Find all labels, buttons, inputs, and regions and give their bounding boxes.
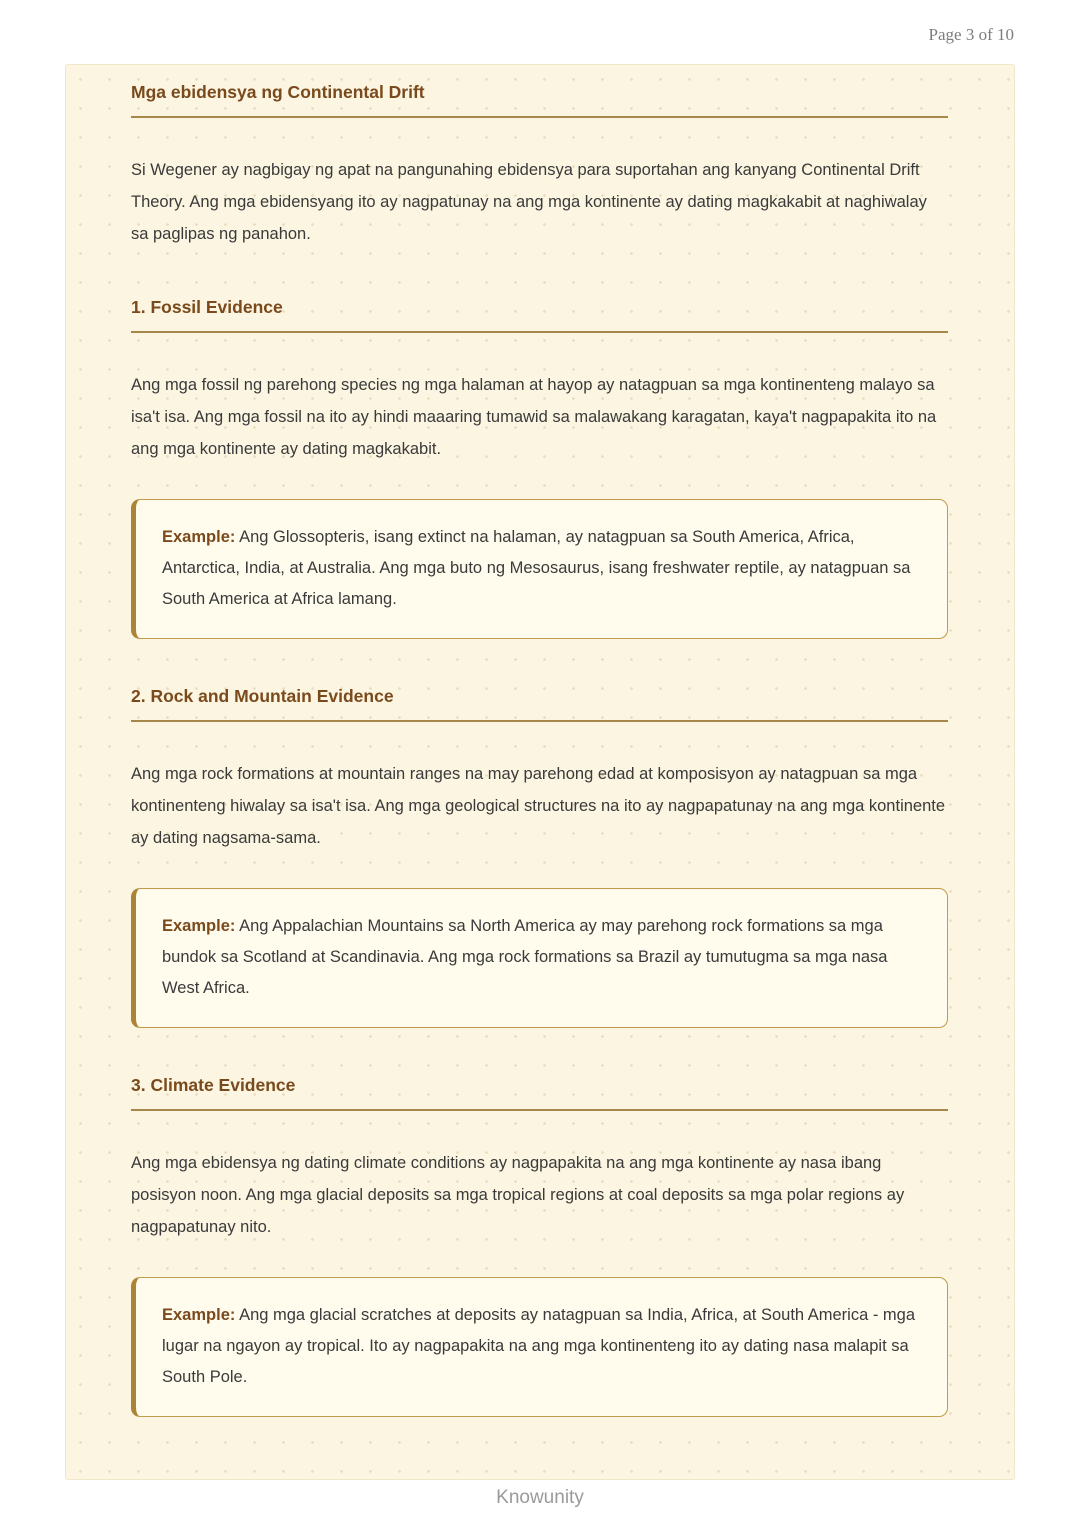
- section-fossil-evidence: [131, 296, 948, 639]
- section-heading: 1. Fossil Evidence: [131, 297, 283, 317]
- section-heading: 2. Rock and Mountain Evidence: [131, 686, 394, 706]
- example-label: Example:: [162, 528, 236, 546]
- example-label: Example:: [162, 1306, 236, 1324]
- example-text: Ang Glossopteris, isang extinct na halaman, ay natagpuan sa South America, Africa, Antarctica, India, at Australia. Ang mga buto ng Mesosaurus, isang freshwater reptile, ay natagpuan sa South America at Africa lamang.: [162, 528, 911, 608]
- section-climate-evidence: [131, 1074, 948, 1417]
- section-paragraph: Ang mga rock formations at mountain ranges na may parehong edad at komposisyon ay natagpuan sa mga kontinenteng hiwalay sa isa't isa. Ang mga geological structures na ito ay nagpapatunay na ang mga kontinente ay dating nagsama-sama.: [131, 765, 946, 847]
- intro-paragraph: Si Wegener ay nagbigay ng apat na pangunahing ebidensya para suportahan ang kanyang Continental Drift Theory. Ang mga ebidensyang ito ay nagpatunay na ang mga kontinente ay dating magkakabit at naghiwalay sa paglipas ng panahon.: [131, 161, 927, 243]
- example-text: Ang Appalachian Mountains sa North America ay may parehong rock formations sa mga bundok sa Scotland at Scandinavia. Ang mga rock formations sa Brazil ay tumutugma sa mga nasa West Africa.: [162, 917, 888, 997]
- document-card: [65, 64, 1015, 1480]
- section-rock-mountain-evidence: [131, 685, 948, 1028]
- document-title: Mga ebidensya ng Continental Drift: [131, 82, 425, 102]
- section-rule: [131, 720, 948, 722]
- footer-brand: Knowunity: [496, 1487, 584, 1508]
- example-text: Ang mga glacial scratches at deposits ay natagpuan sa India, Africa, at South America - mga lugar na ngayon ay tropical. Ito ay nagpapakita na ang mga kontinenteng ito ay dating nasa malapit sa South Pole.: [162, 1306, 916, 1386]
- example-box: [131, 1277, 948, 1417]
- page-indicator: Page 3 of 10: [928, 25, 1014, 44]
- section-paragraph: Ang mga fossil ng parehong species ng mga halaman at hayop ay natagpuan sa mga kontinenteng malayo sa isa't isa. Ang mga fossil na ito ay hindi maaaring tumawid sa malawakang karagatan, kaya't nagpapakita ito na ang mga kontinente ay dating magkakabit.: [131, 376, 937, 458]
- section-rule: [131, 331, 948, 333]
- example-box: [131, 888, 948, 1028]
- section-heading: 3. Climate Evidence: [131, 1075, 296, 1095]
- section-paragraph: Ang mga ebidensya ng dating climate conditions ay nagpapakita na ang mga kontinente ay nasa ibang posisyon noon. Ang mga glacial deposits sa mga tropical regions at coal deposits sa mga polar regions ay nagpapatunay nito.: [131, 1154, 905, 1236]
- section-rule: [131, 1109, 948, 1111]
- example-box: [131, 499, 948, 639]
- title-rule: [131, 116, 948, 118]
- example-label: Example:: [162, 917, 236, 935]
